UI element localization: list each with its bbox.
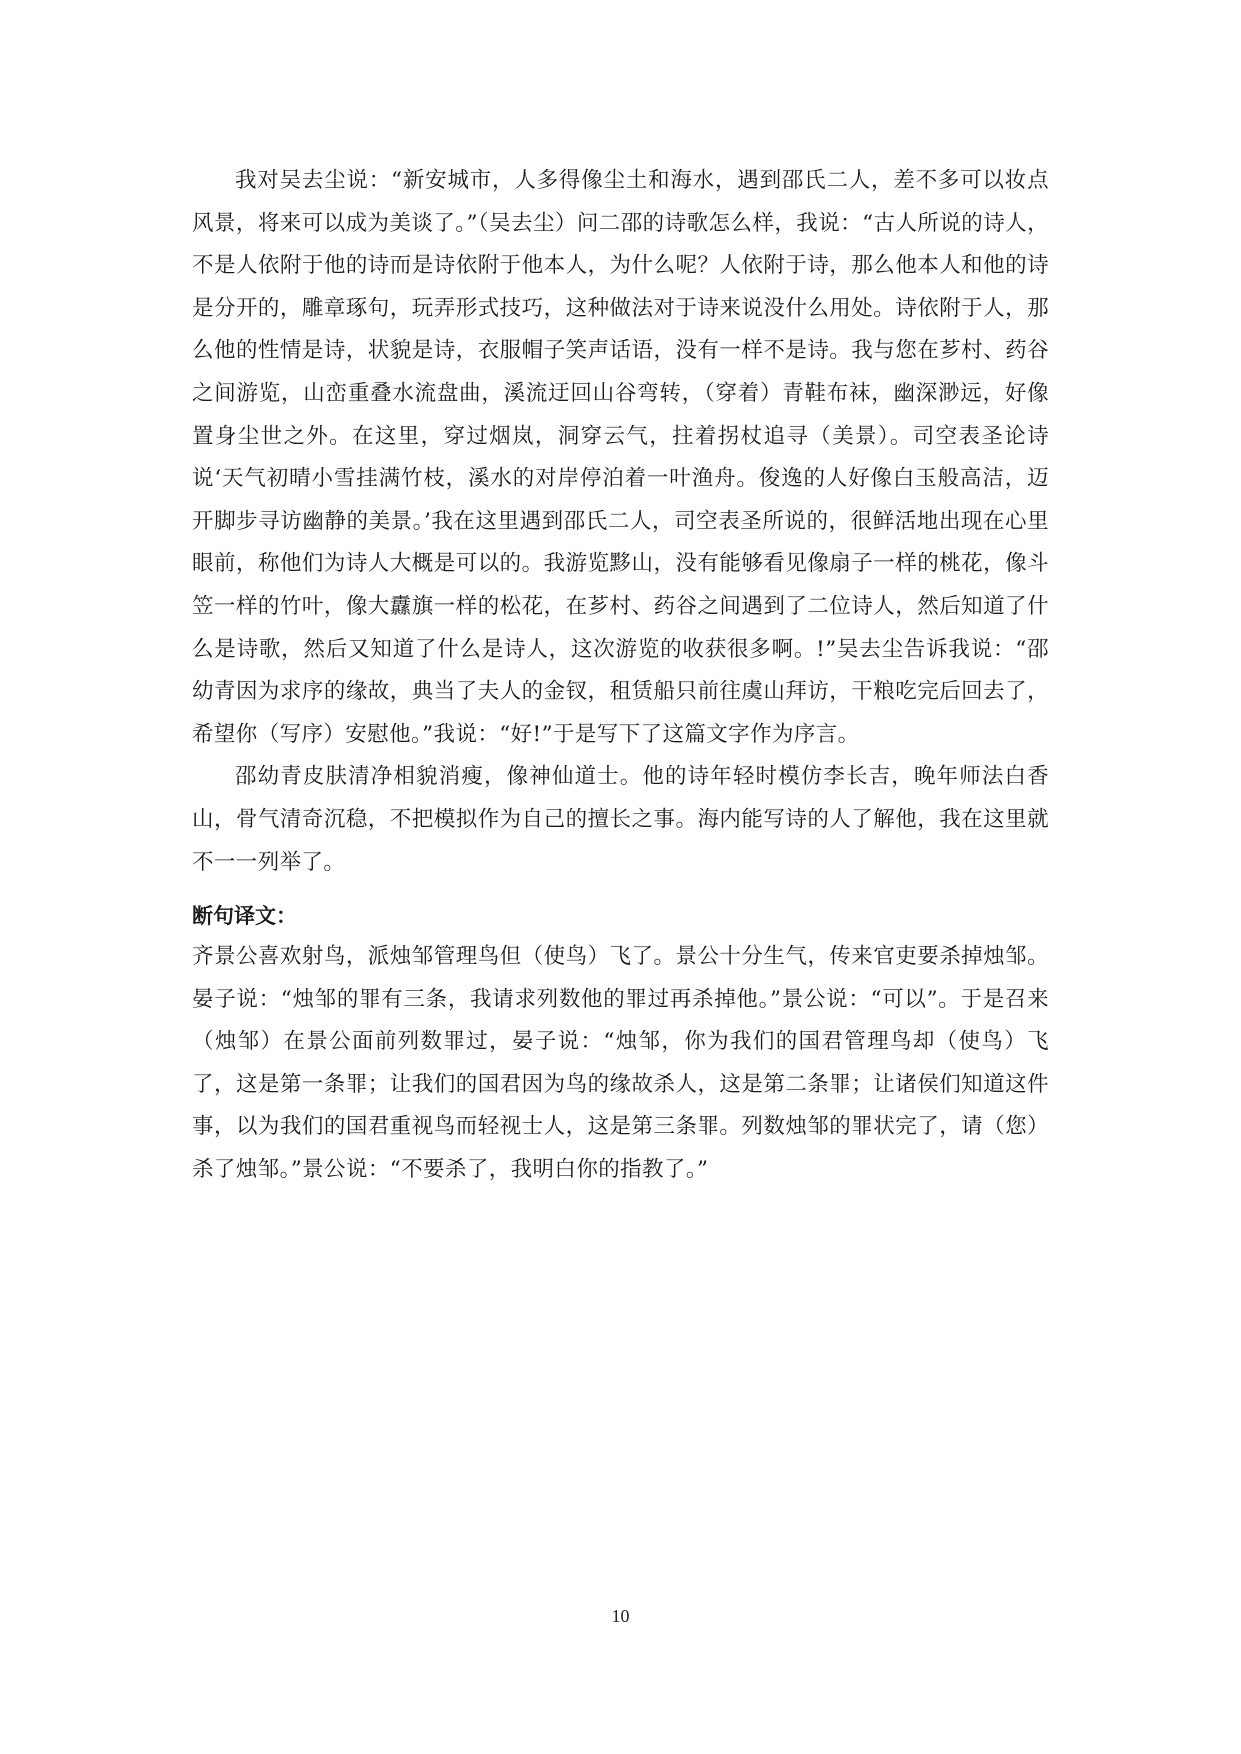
page-content — [192, 160, 1049, 1192]
paragraph-preface-translation: 我对吴去尘说：“新安城市，人多得像尘土和海水，遇到邵氏二人，差不多可以妆点风景，将来可以成为美谈了。”（吴去尘）问二邵的诗歌怎么样，我说：“古人所说的诗人，不是人依附于他的诗而是诗依附于他本人，为什么呢？人依附于诗，那么他本人和他的诗是分开的，雕章琢句，玩弄形式技巧，这种做法对于诗来说没什么用处。诗依附于人，那么他的性情是诗，状貌是诗，衣服帽子笑声话语，没有一样不是诗。我与您在芗村、药谷之间游览，山峦重叠水流盘曲，溪流迂回山谷弯转，（穿着）青鞋布袜，幽深渺远，好像置身尘世之外。在这里，穿过烟岚，洞穿云气，拄着拐杖追寻（美景）。司空表圣论诗说‘天气初晴小雪挂满竹枝，溪水的对岸停泊着一叶渔舟。俊逸的人好像白玉般高洁，迈开脚步寻访幽静的美景。’我在这里遇到邵氏二人，司空表圣所说的，很鲜活地出现在心里眼前，称他们为诗人大概是可以的。我游览黟山，没有能够看见像扇子一样的桃花，像斗笠一样的竹叶，像大纛旗一样的松花，在芗村、药谷之间遇到了二位诗人，然后知道了什么是诗歌，然后又知道了什么是诗人，这次游览的收获很多啊。!”吴去尘告诉我说：“邵幼青因为求序的缘故，典当了夫人的金钗，租赁船只前往虞山拜访，干粮吃完后回去了，希望你（写序）安慰他。”我说：“好!”于是写下了这篇文字作为序言。 — [192, 168, 1049, 747]
paragraph-translation: 齐景公喜欢射鸟，派烛邹管理鸟但（使鸟）飞了。景公十分生气，传来官吏要杀掉烛邹。晏子说：“烛邹的罪有三条，我请求列数他的罪过再杀掉他。”景公说：“可以”。于是召来（烛邹）在景公面前列数罪过，晏子说：“烛邹，你为我们的国君管理鸟却（使鸟）飞了，这是第一条罪；让我们的国君因为鸟的缘故杀人，这是第二条罪；让诸侯们知道这件事，以为我们的国君重视鸟而轻视士人，这是第三条罪。列数烛邹的罪状完了，请（您）杀了烛邹。”景公说：“不要杀了，我明白你的指教了。” — [192, 944, 1049, 1183]
section-heading: 断句译文： — [192, 904, 297, 929]
paragraph-shao-youqing: 邵幼青皮肤清净相貌消瘦，像神仙道士。他的诗年轻时模仿李长吉，晚年师法白香山，骨气清奇沉稳，不把模拟作为自己的擅长之事。海内能写诗的人了解他，我在这里就不一一列举了。 — [192, 764, 1049, 875]
page-number: 10 — [611, 1606, 630, 1626]
